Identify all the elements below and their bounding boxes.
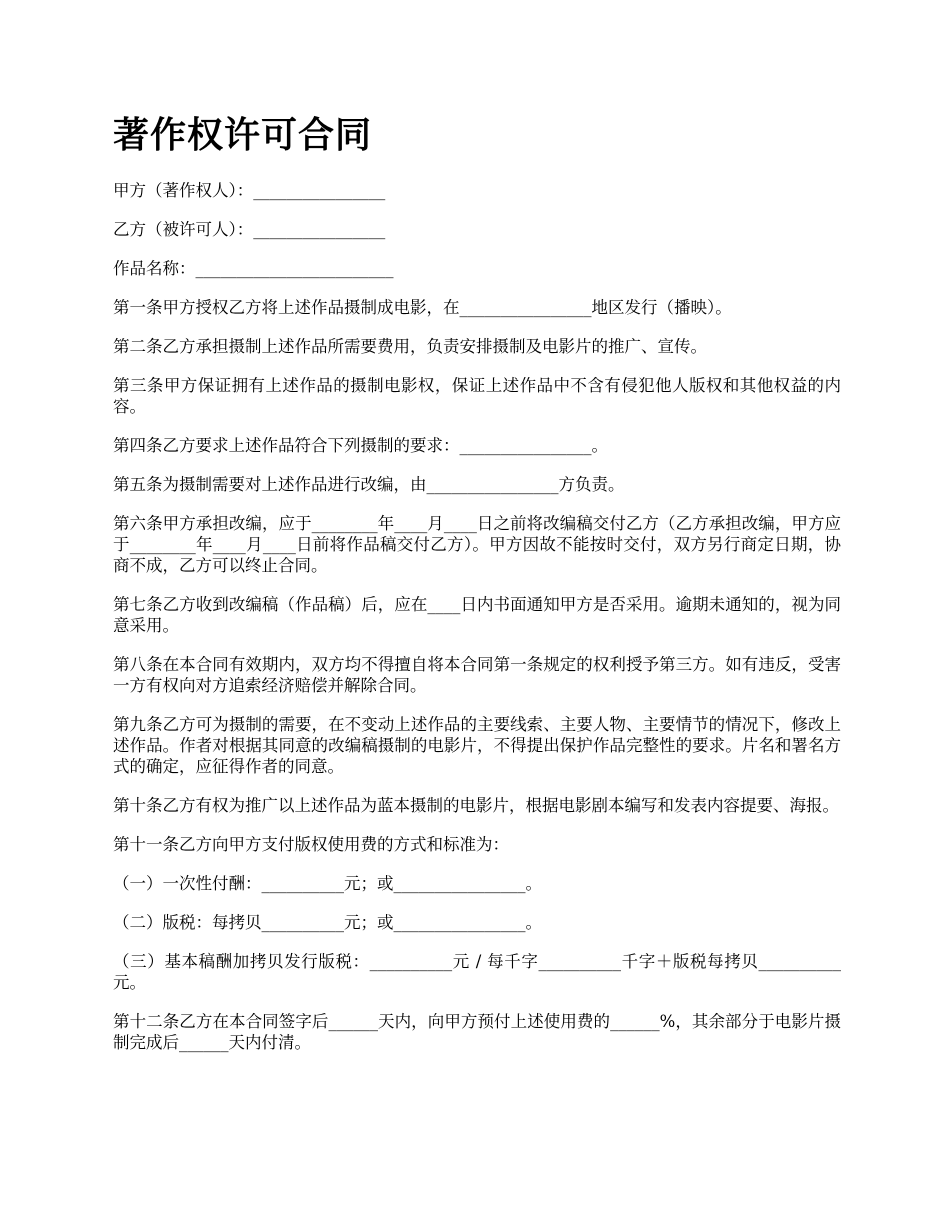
payment-option-2: （二）版税：每拷贝__________元；或________________。 [113, 913, 542, 932]
clause-1: 第一条甲方授权乙方将上述作品摄制成电影，在________________地区发行（播映）。 [113, 298, 732, 317]
clause-4: 第四条乙方要求上述作品符合下列摄制的要求：________________。 [113, 436, 608, 455]
party-b-line: 乙方（被许可人）：________________ [113, 220, 386, 239]
clause-5: 第五条为摄制需要对上述作品进行改编，由________________方负责。 [113, 475, 625, 494]
clause-9: 第九条乙方可为摄制的需要，在不变动上述作品的主要线索、主要人物、主要情节的情况下，修改上述作品。作者对根据其同意的改编稿摄制的电影片，不得提出保护作品完整性的要求。片名和署名方式的确定，应征得作者的同意。 [113, 715, 841, 776]
document-title: 著作权许可合同 [113, 115, 373, 156]
payment-option-3: （三）基本稿酬加拷贝发行版税：__________元 / 每千字__________千字＋版税每拷贝__________元。 [113, 952, 841, 992]
clause-8: 第八条在本合同有效期内，双方均不得擅自将本合同第一条规定的权利授予第三方。如有违反，受害一方有权向对方追索经济赔偿并解除合同。 [113, 655, 841, 695]
clause-7: 第七条乙方收到改编稿（作品稿）后，应在____日内书面通知甲方是否采用。逾期未通知的，视为同意采用。 [113, 595, 841, 635]
clause-2: 第二条乙方承担摄制上述作品所需要费用，负责安排摄制及电影片的推广、宣传。 [113, 337, 707, 356]
clause-10: 第十条乙方有权为推广以上述作品为蓝本摄制的电影片，根据电影剧本编写和发表内容提要、海报。 [113, 796, 839, 815]
payment-option-1: （一）一次性付酬：__________元；或________________。 [113, 874, 542, 893]
contract-body [113, 180, 841, 1071]
clause-3: 第三条甲方保证拥有上述作品的摄制电影权，保证上述作品中不含有侵犯他人版权和其他权益的内容。 [113, 376, 841, 416]
work-name-line: 作品名称：________________________ [113, 259, 394, 278]
party-a-line: 甲方（著作权人）：________________ [113, 181, 386, 200]
clause-6: 第六条甲方承担改编，应于________年____月____日之前将改编稿交付乙方（乙方承担改编，甲方应于________年____月____日前将作品稿交付乙方）。甲方因故不能按时交付，双方另行商定日期，协商不成，乙方可以终止合同。 [113, 514, 841, 575]
clause-12: 第十二条乙方在本合同签字后______天内，向甲方预付上述使用费的______%，其余部分于电影片摄制完成后______天内付清。 [113, 1012, 841, 1052]
clause-11: 第十一条乙方向甲方支付版权使用费的方式和标准为： [113, 835, 509, 854]
